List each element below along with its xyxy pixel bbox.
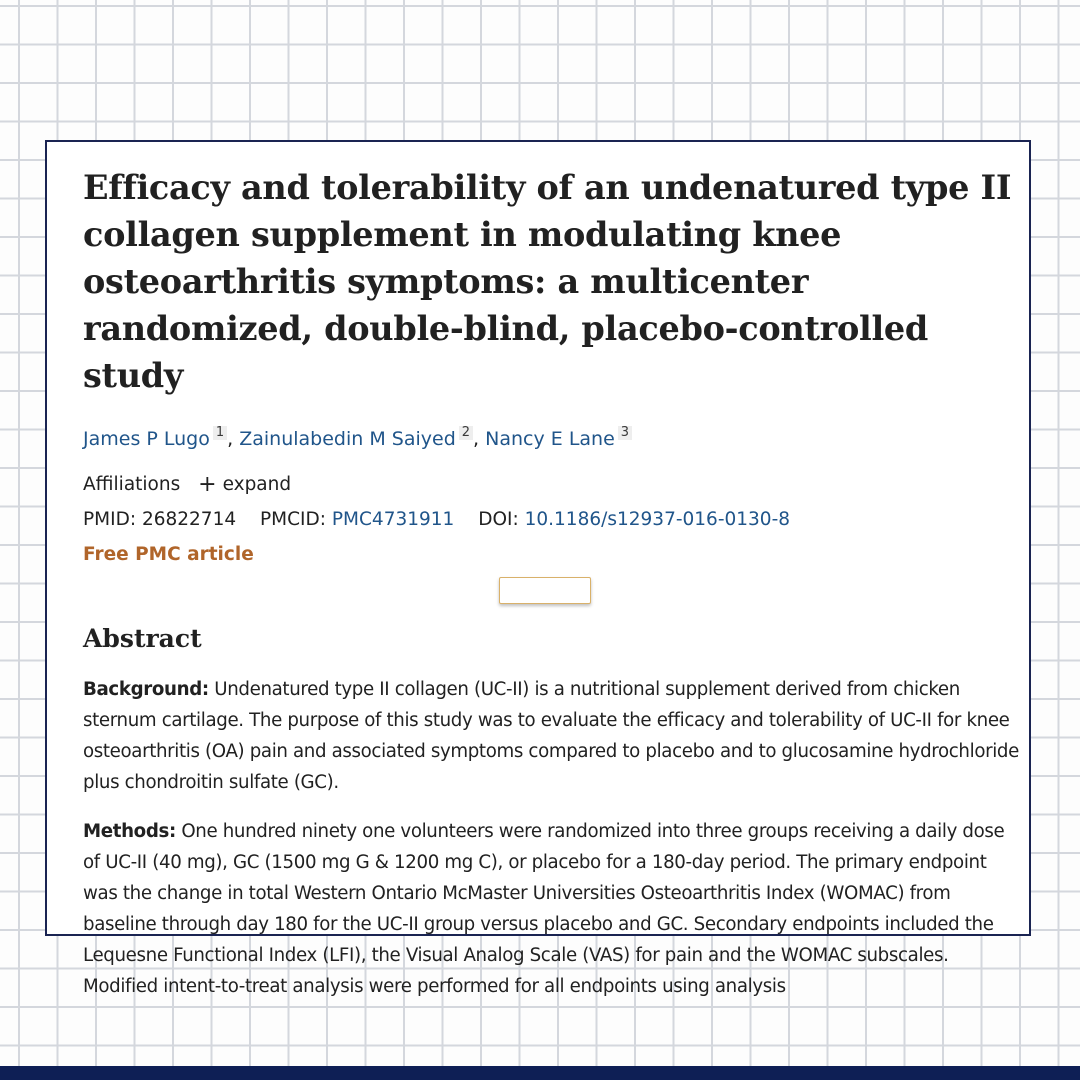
identifiers-row bbox=[83, 507, 1023, 533]
abstract-methods bbox=[83, 816, 1023, 1002]
article-title: Efficacy and tolerability of an undenatured type II collagen supplement in modulating knee osteoarthritis symptoms: a multicenter randomized, double-blind, placebo-controlled study bbox=[83, 168, 1012, 395]
doi-label: DOI: bbox=[478, 509, 519, 530]
affiliations-row bbox=[83, 472, 1023, 498]
author-link-saiyed[interactable]: Zainulabedin M Saiyed bbox=[239, 428, 456, 450]
free-pmc-badge: Free PMC article bbox=[83, 544, 254, 565]
affiliation-sup-1[interactable]: 1 bbox=[213, 426, 227, 440]
author-separator: , bbox=[227, 428, 234, 450]
ad-row bbox=[83, 568, 1023, 608]
pmcid-label: PMCID: bbox=[260, 509, 326, 530]
author-list bbox=[83, 426, 1023, 452]
pmid-value: 26822714 bbox=[141, 509, 237, 530]
doi-link[interactable]: 10.1186/s12937-016-0130-8 bbox=[524, 509, 791, 530]
abstract-heading: Abstract bbox=[83, 624, 202, 653]
background-text: Undenatured type II collagen (UC-II) is a nutritional supplement derived from chicken sternum cartilage. The purpose of this study was to evaluate the efficacy and tolerability of UC-II for knee osteoarthritis (OA) pain and associated symptoms compared to placebo and to glucosamine hydrochloride plus chondroitin sulfate (GC). bbox=[83, 679, 1019, 793]
pmcid-link[interactable]: PMC4731911 bbox=[331, 509, 455, 530]
background-label: Background: bbox=[83, 679, 209, 700]
author-link-lane[interactable]: Nancy E Lane bbox=[485, 428, 615, 450]
author-link-lugo[interactable]: James P Lugo bbox=[83, 428, 210, 450]
plus-icon: + bbox=[198, 472, 217, 497]
article-content bbox=[83, 164, 1023, 1020]
methods-label: Methods: bbox=[83, 821, 176, 843]
affiliations-label: Affiliations bbox=[83, 474, 181, 495]
pmid-label: PMID: bbox=[83, 509, 137, 530]
ad-placeholder bbox=[499, 577, 591, 604]
bottom-band bbox=[0, 1066, 1080, 1080]
article-card bbox=[45, 140, 1031, 998]
affiliations-expand-button[interactable] bbox=[198, 474, 291, 495]
affiliation-sup-2[interactable]: 2 bbox=[459, 426, 473, 440]
abstract-background bbox=[83, 674, 1023, 798]
affiliation-sup-3[interactable]: 3 bbox=[618, 426, 632, 440]
author-separator: , bbox=[473, 428, 480, 450]
methods-text: One hundred ninety one volunteers were randomized into three groups receiving a daily dose of UC-II (40 mg), GC (1500 mg G & 1200 mg C), or placebo for a 180-day period. The primary endpoint was the change in total Western Ontario McMaster Universities Osteoarthritis Index (WOMAC) from baseline through day 180 for the UC-II group versus placebo and GC. Secondary endpoints included the Lequesne Functional Index (LFI), the Visual Analog Scale (VAS) for pain and the WOMAC subscales. Modified intent-to-treat analysis were performed for all endpoints using analysis bbox=[83, 821, 1005, 998]
expand-label: expand bbox=[222, 474, 292, 495]
